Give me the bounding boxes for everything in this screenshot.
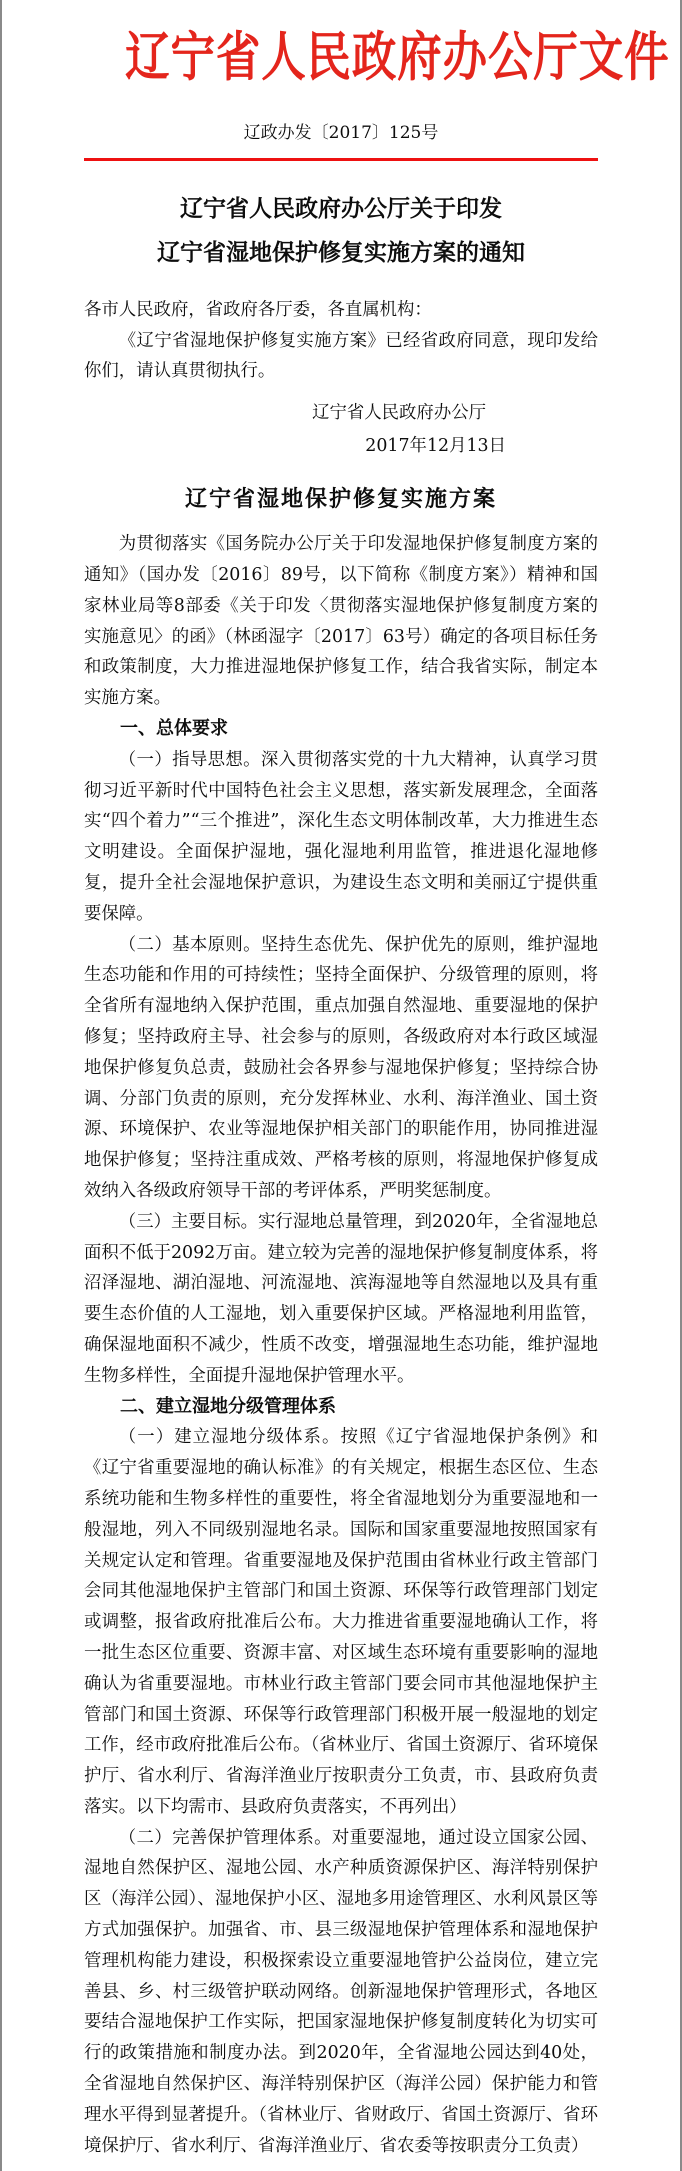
notice-title-line2: 辽宁省湿地保护修复实施方案的通知 bbox=[157, 238, 525, 266]
section-heading-1: 一、总体要求 bbox=[120, 718, 228, 739]
section-heading-2: 二、建立湿地分级管理体系 bbox=[120, 1395, 336, 1417]
signer-name: 辽宁省人民政府办公厅 bbox=[312, 403, 486, 424]
salutation: 各市人民政府，省政府各厅委，各直属机构： bbox=[84, 299, 432, 320]
plan-title: 辽宁省湿地保护修复实施方案 bbox=[184, 486, 497, 513]
section-2-paragraph-2: （二）完善保护管理体系。对重要湿地，通过设立国家公园、湿地自然保护区、湿地公园、水产种质资源保护区、海洋特别保护区（海洋公园）、湿地保护小区、湿地多用途管理区、水利风景区等方式加强保护。加强省、市、县三级湿地保护管理体系和湿地保护管理机构能力建设，积极探索设立重要湿地管护公益岗位，建立完善县、乡、村三级管护联动网络。创新湿地保护管理形式，各地区要结合湿地保护工作实际，把国家湿地保护修复制度转化为切实可行的政策措施和制度办法。到2020年，全省湿地公园达到40处，全省湿地自然保护区、海洋特别保护区（海洋公园）保护能力和管理水平得到显著提升。（省林业厅、省财政厅、省国土资源厅、省环境保护厅、省水利厅、省海洋渔业厅、省农委等按职责分工负责） bbox=[84, 1827, 598, 2156]
section-1-paragraph-2: （二）基本原则。坚持生态优先、保护优先的原则，维护湿地生态功能和作用的可持续性；坚持全面保护、分级管理的原则，将全省所有湿地纳入保护范围，重点加强自然湿地、重要湿地的保护修复；坚持政府主导、社会参与的原则，各级政府对本行政区域湿地保护修复负总责，鼓励社会各界参与湿地保护修复；坚持综合协调、分部门负责的原则，充分发挥林业、水利、海洋渔业、国土资源、环境保护、农业等湿地保护相关部门的职能作用，协同推进湿地保护修复；坚持注重成效、严格考核的原则，将湿地保护修复成效纳入各级政府领导干部的考评体系，严明奖惩制度。 bbox=[84, 934, 598, 1201]
red-divider-line bbox=[84, 158, 598, 161]
section-2-paragraph-1: （一）建立湿地分级体系。按照《辽宁省湿地保护条例》和《辽宁省重要湿地的确认标准》的有关规定，根据生态区位、生态系统功能和生物多样性的重要性，将全省湿地划分为重要湿地和一般湿地，列入不同级别湿地名录。国际和国家重要湿地按照国家有关规定认定和管理。省重要湿地及保护范围由省林业行政主管部门会同其他湿地保护主管部门和国土资源、环保等行政管理部门划定或调整，报省政府批准后公布。大力推进省重要湿地确认工作，将一批生态区位重要、资源丰富、对区域生态环境有重要影响的湿地确认为省重要湿地。市林业行政主管部门要会同市其他湿地保护主管部门和国土资源、环保等行政管理部门积极开展一般湿地的划定工作，经市政府批准后公布。（省林业厅、省国土资源厅、省环境保护厅、省水利厅、省海洋渔业厅按职责分工负责，市、县政府负责落实。以下均需市、县政府负责落实，不再列出） bbox=[84, 1427, 598, 1817]
section-1-paragraph-3: （三）主要目标。实行湿地总量管理，到2020年，全省湿地总面积不低于2092万亩。建立较为完善的湿地保护修复制度体系，将沼泽湿地、湖泊湿地、河流湿地、滨海湿地等自然湿地以及具有重要生态价值的人工湿地，划入重要保护区域。严格湿地利用监管，确保湿地面积不减少，性质不改变，增强湿地生态功能，维护湿地生物多样性，全面提升湿地保护管理水平。 bbox=[84, 1211, 598, 1386]
section-1-paragraph-1: （一）指导思想。深入贯彻落实党的十九大精神，认真学习贯彻习近平新时代中国特色社会主义思想，落实新发展理念，全面落实“四个着力”“三个推进”，深化生态文明体制改革，大力推进生态文明建设。全面保护湿地，强化湿地利用监管，推进退化湿地修复，提升全社会湿地保护意识，为建设生态文明和美丽辽宁提供重要保障。 bbox=[84, 749, 598, 924]
signature-block bbox=[84, 397, 598, 463]
plan-intro-paragraph: 为贯彻落实《国务院办公厅关于印发湿地保护修复制度方案的通知》（国办发〔2016〕89号，以下简称《制度方案》）精神和国家林业局等8部委《关于印发〈贯彻落实湿地保护修复制度方案的实施意见〉的函》（林函湿字〔2017〕63号）确定的各项目标任务和政策制度，大力推进湿地保护修复工作，结合我省实际，制定本实施方案。 bbox=[84, 534, 598, 709]
notice-body-paragraph: 《辽宁省湿地保护修复实施方案》已经省政府同意，现印发给你们，请认真贯彻执行。 bbox=[84, 330, 598, 382]
document-masthead: 辽宁省人民政府办公厅文件 bbox=[125, 26, 670, 88]
notice-title-line1: 辽宁省人民政府办公厅关于印发 bbox=[180, 194, 502, 222]
notice-title bbox=[84, 187, 598, 275]
sign-date: 2017年12月13日 bbox=[365, 436, 506, 457]
doc-number: 辽政办发〔2017〕125号 bbox=[243, 122, 439, 143]
